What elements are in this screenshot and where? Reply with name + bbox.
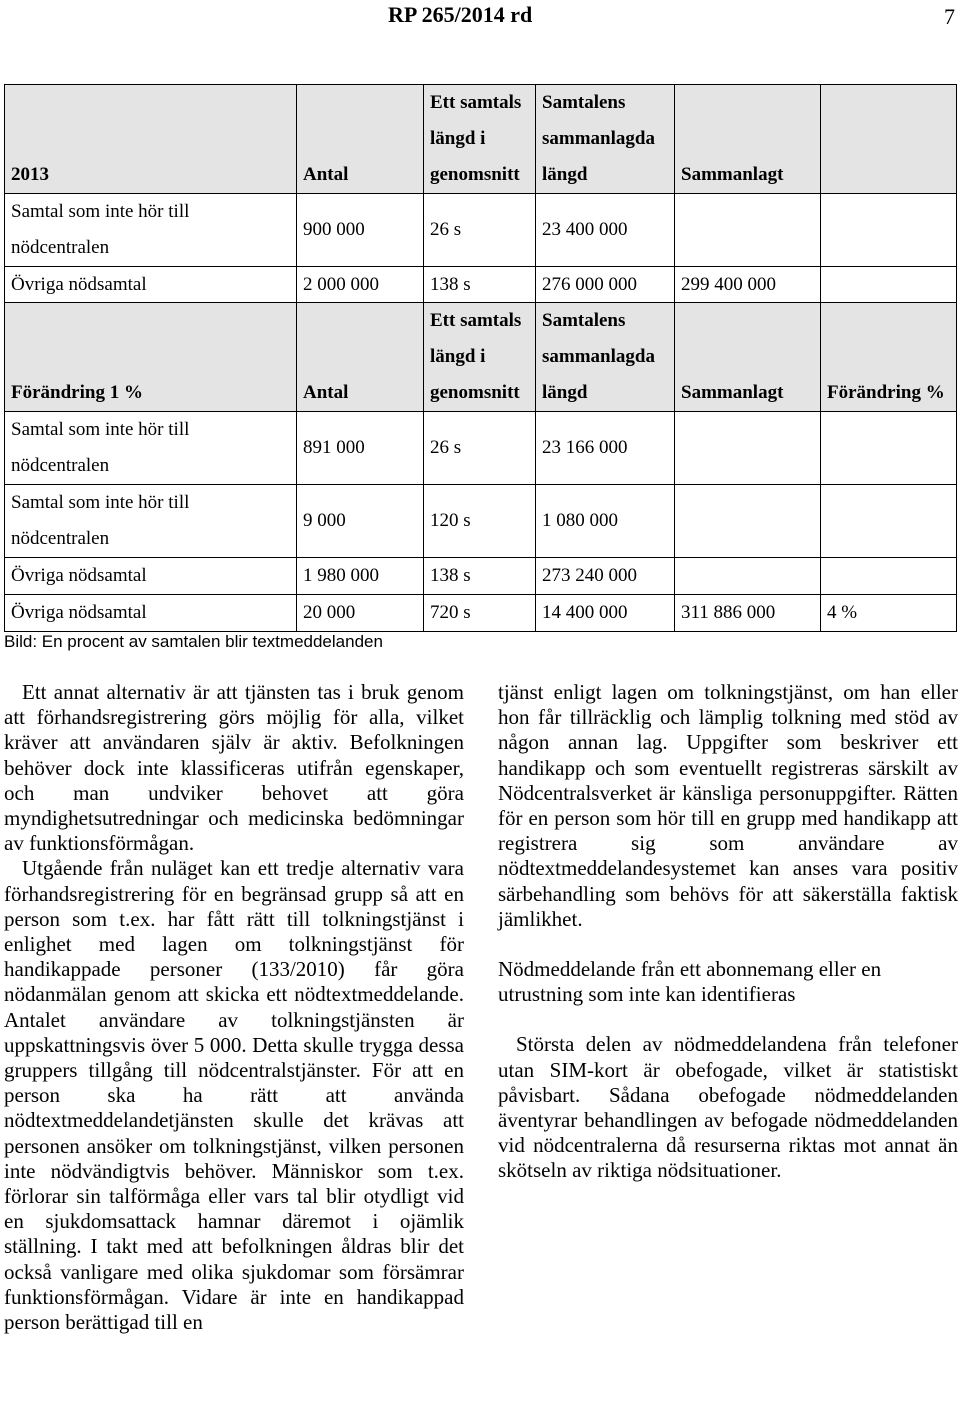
header-cell: Förändring 1 % [5, 303, 297, 412]
table-cell: 900 000 [297, 194, 424, 267]
table-cell: 276 000 000 [536, 267, 675, 304]
header-cell [821, 85, 957, 194]
table-header-row [5, 303, 957, 412]
table-cell: 1 080 000 [536, 485, 675, 558]
table-header-row [5, 85, 957, 194]
table-caption: Bild: En procent av samtalen blir textmeddelanden [4, 632, 383, 651]
table-cell: 120 s [424, 485, 536, 558]
header-cell: Samtalens sammanlagda längd [536, 85, 675, 194]
table-cell: Övriga nödsamtal [5, 267, 297, 304]
table-cell [821, 267, 957, 304]
table-cell [675, 485, 821, 558]
table-cell: Samtal som inte hör till nödcentralen [5, 412, 297, 485]
table-row [5, 412, 957, 485]
header-cell: Ett samtals längd i genomsnitt [424, 85, 536, 194]
table-row [5, 485, 957, 558]
table-row [5, 194, 957, 267]
table-cell: 1 980 000 [297, 558, 424, 595]
table-cell: 273 240 000 [536, 558, 675, 595]
header-cell: Samtalens sammanlagda längd [536, 303, 675, 412]
paragraph: Ett annat alternativ är att tjänsten tas i bruk genom att förhandsregistrering görs möjlig för alla, vilket kräver att användaren själv är aktiv. Befolkningen behöver dock inte klassificeras utifrån egenskaper, och man undviker behovet att göra myndighetsutredningar och medicinska bedömningar av funktionsförmågan. [4, 680, 464, 856]
table-cell: 4 % [821, 595, 957, 632]
table-cell [675, 558, 821, 595]
table-cell: 14 400 000 [536, 595, 675, 632]
table-cell: Övriga nödsamtal [5, 558, 297, 595]
paragraph: Utgående från nuläget kan ett tredje alternativ vara förhandsregistrering för en begränsad grupp så att en person som t.ex. har fått rätt till tolkningstjänst i enlighet med lagen om tolkningstjänst för handikappade personer (133/2010) får göra nödanmälan genom att skicka ett nödtextmeddelande. Antalet användare av tolkningstjänsten är uppskattningsvis över 5 000. Detta skulle trygga dessa gruppers tillgång till nödcentralstjänster. För att en person ska ha rätt att använda nödtextmeddelandetjänsten skulle det krävas att personen ansöker om tolkningstjänst, vilken personen inte nödvändigtvis behöver. Människor som t.ex. förlorar sin talförmåga eller vars tal blir otydligt vid en sjukdomsattack hamnar däremot i ojämlik ställning. I takt med att befolkningen åldras blir det också vanligare med olika sjukdomar som försämrar funktionsförmågan. Vidare är inte en handikappad person berättigad till en [4, 856, 464, 1335]
page-number: 7 [944, 4, 955, 29]
right-text-column [498, 680, 958, 1184]
header-cell: Antal [297, 303, 424, 412]
page-header [0, 0, 960, 34]
table-cell: 23 400 000 [536, 194, 675, 267]
table-cell: Samtal som inte hör till nödcentralen [5, 194, 297, 267]
section-heading: Nödmeddelande från ett abonnemang eller en utrustning som inte kan identifieras [498, 957, 882, 1007]
left-text-column [4, 680, 464, 1335]
table-row [5, 558, 957, 595]
table-cell: 138 s [424, 267, 536, 304]
table-cell [821, 558, 957, 595]
header-cell: Förändring % [821, 303, 957, 412]
header-cell: Antal [297, 85, 424, 194]
table-cell: 138 s [424, 558, 536, 595]
table-cell: 26 s [424, 194, 536, 267]
table-cell: Samtal som inte hör till nödcentralen [5, 485, 297, 558]
table-cell [821, 412, 957, 485]
table-cell: Övriga nödsamtal [5, 595, 297, 632]
call-statistics-table-change [4, 302, 957, 632]
table-cell: 9 000 [297, 485, 424, 558]
table-cell: 311 886 000 [675, 595, 821, 632]
header-cell: Ett samtals längd i genomsnitt [424, 303, 536, 412]
table-cell: 23 166 000 [536, 412, 675, 485]
table-cell: 891 000 [297, 412, 424, 485]
document-title: RP 265/2014 rd [388, 2, 533, 27]
table-row [5, 267, 957, 304]
table-cell: 720 s [424, 595, 536, 632]
header-cell: 2013 [5, 85, 297, 194]
table-cell: 26 s [424, 412, 536, 485]
header-cell: Sammanlagt [675, 303, 821, 412]
table-cell [821, 194, 957, 267]
table-cell: 299 400 000 [675, 267, 821, 304]
table-cell [675, 194, 821, 267]
table-cell: 20 000 [297, 595, 424, 632]
paragraph: tjänst enligt lagen om tolkningstjänst, om han eller hon får tillräcklig och lämplig tolkning med stöd av någon annan lag. Uppgifter som beskriver ett handikapp och som eventuellt registreras särskilt av Nödcentralsverket är känsliga personuppgifter. Rätten för en person som hör till en grupp med handikapp att registrera sig som användare av nödtextmeddelandesystemet kan anses vara positiv särbehandling som behövs för att säkerställa faktisk jämlikhet. [498, 680, 958, 931]
call-statistics-table-2013 [4, 84, 957, 304]
paragraph: Största delen av nödmeddelandena från telefoner utan SIM-kort är obefogade, vilket är statistiskt påvisbart. Sådana obefogade nödmeddelanden äventyrar behandlingen av befogade nödmeddelanden vid nödcentralerna då resurserna riktas mot annat än skötseln av riktiga nödsituationer. [498, 1032, 958, 1183]
table-cell [821, 485, 957, 558]
table-cell [675, 412, 821, 485]
header-cell: Sammanlagt [675, 85, 821, 194]
table-row [5, 595, 957, 632]
table-cell: 2 000 000 [297, 267, 424, 304]
